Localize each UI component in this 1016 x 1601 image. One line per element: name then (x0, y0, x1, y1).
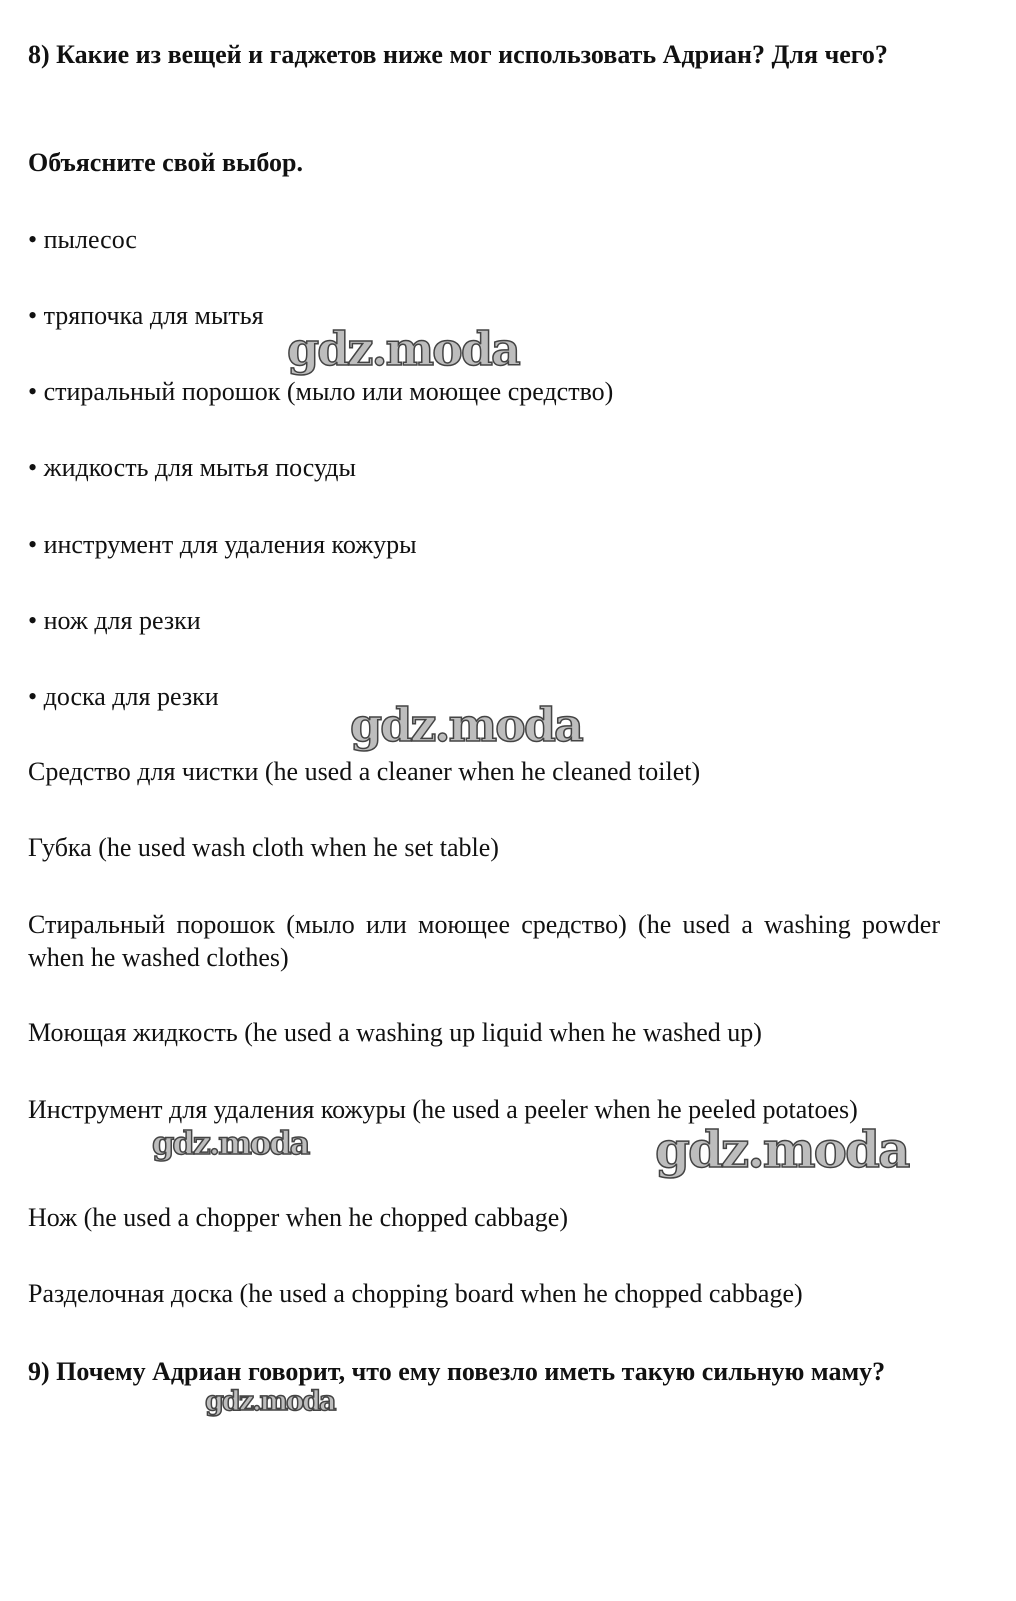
question-8-title: 8) Какие из вещей и гаджетов ниже мог использовать Адриан? Для чего? (28, 40, 888, 69)
answer-paragraph: Нож (he used a chopper when he chopped cabbage) (28, 1203, 568, 1232)
answer-paragraph: Разделочная доска (he used a chopping board when he chopped cabbage) (28, 1279, 803, 1308)
answer-paragraph: Губка (he used wash cloth when he set table) (28, 833, 499, 862)
list-item: • жидкость для мытья посуды (28, 453, 357, 482)
answer-paragraph: Средство для чистки (he used a cleaner when he cleaned toilet) (28, 757, 701, 786)
list-item: • доска для резки (28, 682, 219, 711)
list-item: • нож для резки (28, 606, 201, 635)
answer-paragraph: Инструмент для удаления кожуры (he used a peeler when he peeled potatoes) (28, 1095, 858, 1124)
list-item: • инструмент для удаления кожуры (28, 530, 417, 559)
watermark: gdz.moda (205, 1386, 335, 1417)
list-item: • стиральный порошок (мыло или моющее средство) (28, 377, 614, 406)
answer-paragraph: Моющая жидкость (he used a washing up liquid when he washed up) (28, 1018, 762, 1047)
watermark: gdz.moda (655, 1120, 909, 1179)
list-item: • пылесос (28, 225, 137, 254)
list-item: • тряпочка для мытья (28, 301, 264, 330)
question-8-instruction: Объясните свой выбор. (28, 148, 303, 177)
answer-paragraph: Стиральный порошок (мыло или моющее средство) (he used a washing powder when he washed clothes) (28, 910, 940, 972)
watermark: gdz.moda (287, 322, 519, 376)
question-9-title: 9) Почему Адриан говорит, что ему повезло иметь такую сильную маму? (28, 1357, 886, 1386)
watermark: gdz.moda (350, 698, 582, 752)
watermark: gdz.moda (152, 1124, 309, 1162)
